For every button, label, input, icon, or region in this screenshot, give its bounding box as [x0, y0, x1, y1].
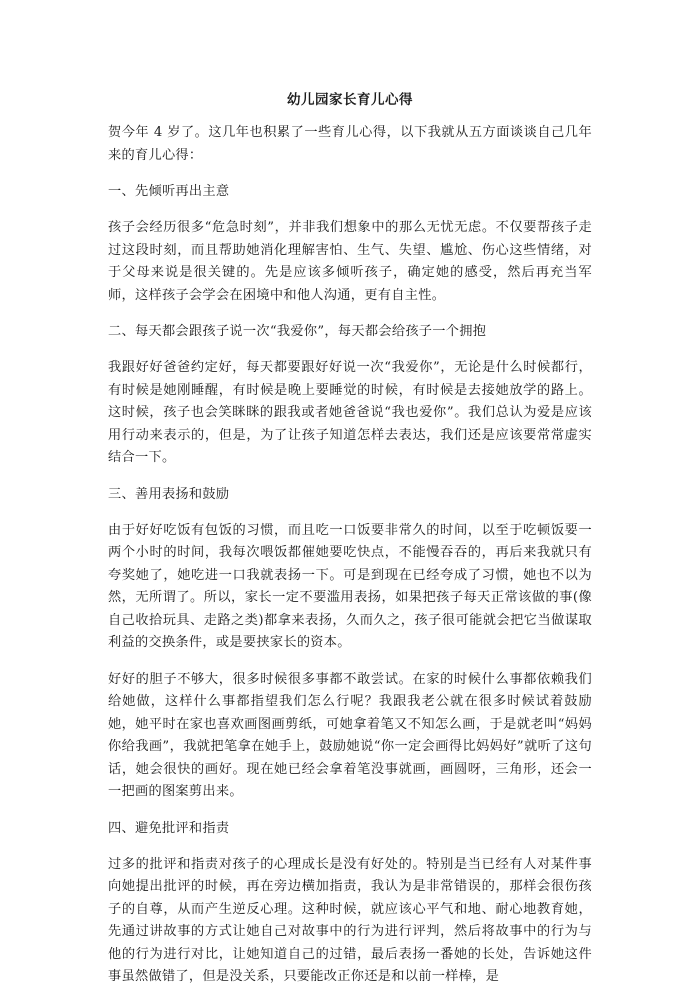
section-3-paragraph-2: 好好的胆子不够大，很多时候很多事都不敢尝试。在家的时候什么事都依赖我们给她做，这样什么事都指望我们怎么行呢？我跟我老公就在很多时候试着鼓励她，她平时在家也喜欢画图画剪纸，可她拿着笔又不知怎么画，于是就老叫“妈妈你给我画”，我就把笔拿在她手上，鼓励她说“你一定会画得比妈妈好”就听了这句话，她会很快的画好。现在她已经会拿着笔没事就画，画圆呀，三角形，还会一一把画的图案剪出来。	[108, 671, 592, 799]
document-title: 幼儿园家长育儿心得	[287, 92, 413, 108]
section-4-paragraph: 过多的批评和指责对孩子的心理成长是没有好处的。特别是当已经有人对某件事向她提出批评的时候，再在旁边横加指责，我认为是非常错误的，那样会很伤孩子的自尊，从而产生逆反心理。这种时候，就应该心平气和地、耐心地教育她，先通过讲故事的方式让她自己对故事中的行为进行评判，然后将故事中的行为与他的行为进行对比，让她知道自己的过错，最后表扬一番她的长处，告诉她这件事虽然做错了，但是没关系，只要能改正你还是和以前一样棒，是	[108, 856, 592, 984]
section-3-paragraph-1: 由于好好吃饭有包饭的习惯，而且吃一口饭要非常久的时间，以至于吃顿饭要一两个小时的时间，我每次喂饭都催她要吃快点，不能慢吞吞的，再后来我就只有夸奖她了，她吃进一口我就表扬一下。可是到现在已经夸成了习惯，她也不以为然，无所谓了。所以，家长一定不要滥用表扬，如果把孩子每天正常该做的事(像自己收拾玩具、走路之类)都拿来表扬，久而久之，孩子很可能就会把它当做谋取利益的交换条件，或是要挟家长的资本。	[108, 522, 592, 650]
section-1-heading: 一、先倾听再出主意	[108, 184, 230, 199]
section-2-heading: 二、每天都会跟孩子说一次“我爱你”，每天都会给孩子一个拥抱	[108, 324, 487, 339]
intro-paragraph: 贺今年 4 岁了。这几年也积累了一些育儿心得，以下我就从五方面谈谈自己几年来的育儿心得：	[108, 125, 592, 163]
section-1-paragraph: 孩子会经历很多“危急时刻”，并非我们想象中的那么无忧无虑。不仅要帮孩子走过这段时刻，而且帮助她消化理解害怕、生气、失望、尴尬、伤心这些情绪，对于父母来说是很关键的。先是应该多倾听孩子，确定她的感受，然后再充当军师，这样孩子会学会在困境中和他人沟通，更有自主性。	[108, 220, 592, 303]
section-3-heading: 三、善用表扬和鼓励	[108, 486, 230, 502]
section-4-heading: 四、避免批评和指责	[108, 820, 230, 836]
section-2-paragraph: 我跟好好爸爸约定好，每天都要跟好好说一次“我爱你”，无论是什么时候都行，有时候是她刚睡醒，有时候是晚上要睡觉的时候，有时候是去接她放学的路上。这时候，孩子也会笑眯眯的跟我或者她爸爸说“我也爱你”。我们总认为爱是应该用行动来表示的，但是，为了让孩子知道怎样去表达，我们还是应该要常常虚实结合一下。	[108, 360, 592, 465]
